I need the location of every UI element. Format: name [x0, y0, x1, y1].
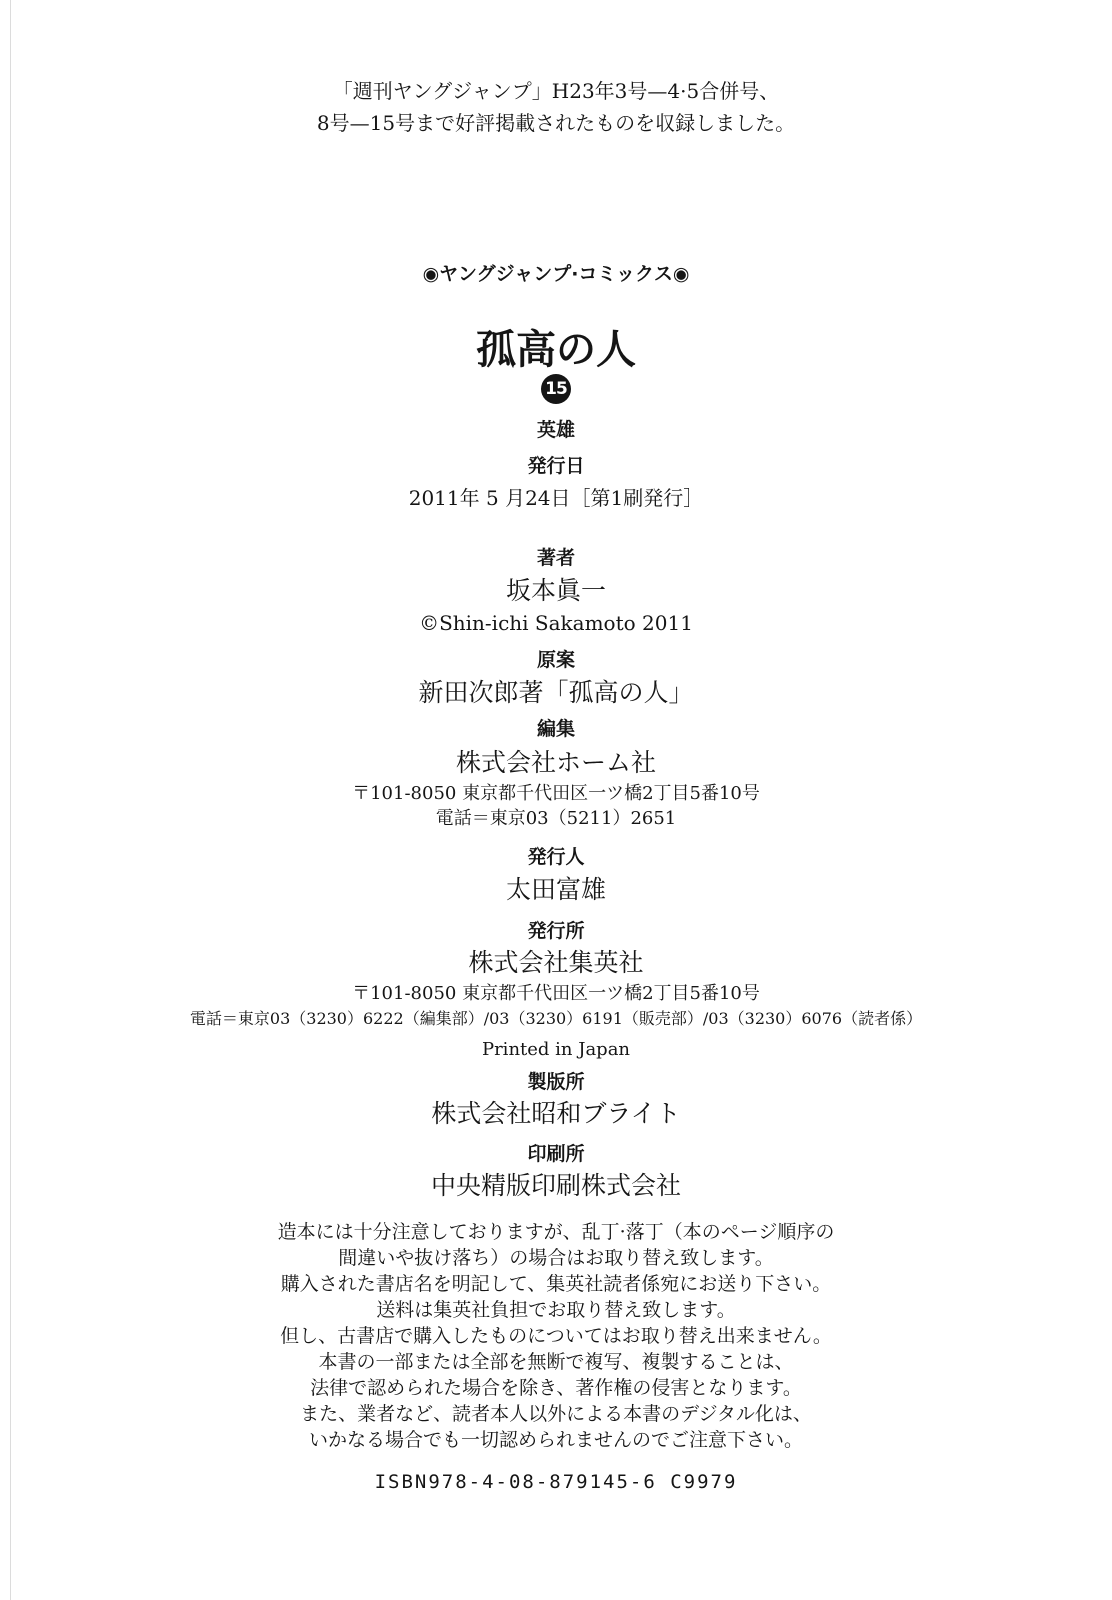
author-copyright: ©Shin-ichi Sakamoto 2011	[419, 611, 693, 635]
publisher-person-label: 発行人	[527, 846, 585, 868]
isbn: ISBN978-4-08-879145-6 C9979	[374, 1471, 738, 1493]
publisher-person-name: 太田富雄	[505, 875, 606, 904]
publisher-address: 〒101-8050 東京都千代田区一ツ橋2丁目5番10号	[352, 983, 760, 1004]
notice-line-8: また、業者など、読者本人以外による本書のデジタル化は、	[300, 1403, 812, 1425]
publisher-phone: 電話＝東京03（3230）6222（編集部）/03（3230）6191（販売部）/03（3230）6076（読者係）	[189, 1009, 923, 1028]
series-label: ◉ヤングジャンプ·コミックス◉	[422, 263, 690, 285]
printing-company: 中央精版印刷株式会社	[430, 1171, 681, 1200]
notice-line-7: 法律で認められた場合を除き、著作権の侵害となります。	[310, 1377, 802, 1399]
author-label: 著者	[536, 547, 575, 569]
intro-line-2: 8号—15号まで好評掲載されたものを収録しました。	[316, 111, 796, 135]
editing-company: 株式会社ホーム社	[455, 748, 656, 777]
editing-phone: 電話＝東京03（5211）2651	[435, 808, 677, 829]
notice-line-1: 造本には十分注意しておりますが、乱丁·落丁（本のページ順序の	[277, 1221, 835, 1243]
author-name: 坂本眞一	[505, 576, 606, 605]
original-work-value: 新田次郎著「孤高の人」	[418, 678, 694, 707]
editing-label: 編集	[536, 718, 575, 740]
notice-line-6: 本書の一部または全部を無断で複写、複製することは、	[318, 1351, 794, 1373]
plate-making-company: 株式会社昭和ブライト	[431, 1099, 681, 1128]
printing-label: 印刷所	[527, 1143, 585, 1165]
intro-line-1: 「週刊ヤングジャンプ」H23年3号—4·5合併号、	[332, 79, 780, 103]
volume-number-badge: 15	[541, 374, 571, 404]
notice-line-4: 送料は集英社負担でお取り替え致します。	[376, 1299, 736, 1321]
publisher-label: 発行所	[527, 920, 585, 942]
notice-line-9: いかなる場合でも一切認められませんのでご注意下さい。	[308, 1429, 803, 1451]
publication-date-label: 発行日	[527, 455, 585, 477]
printed-in-japan: Printed in Japan	[481, 1039, 631, 1060]
subtitle: 英雄	[536, 419, 575, 441]
notice-line-5: 但し、古書店で購入したものについてはお取り替え出来ません。	[280, 1325, 832, 1347]
notice-line-3: 購入された書店名を明記して、集英社読者係宛にお送り下さい。	[280, 1273, 832, 1295]
publisher-company: 株式会社集英社	[468, 948, 644, 977]
original-work-label: 原案	[536, 649, 575, 671]
notice-line-2: 間違いや抜け落ち）の場合はお取り替え致します。	[338, 1247, 774, 1269]
book-title: 孤高の人	[476, 327, 636, 373]
plate-making-label: 製版所	[527, 1071, 585, 1093]
publication-date-value: 2011年 5 月24日［第1刷発行］	[408, 486, 704, 510]
editing-address: 〒101-8050 東京都千代田区一ツ橋2丁目5番10号	[352, 783, 760, 804]
